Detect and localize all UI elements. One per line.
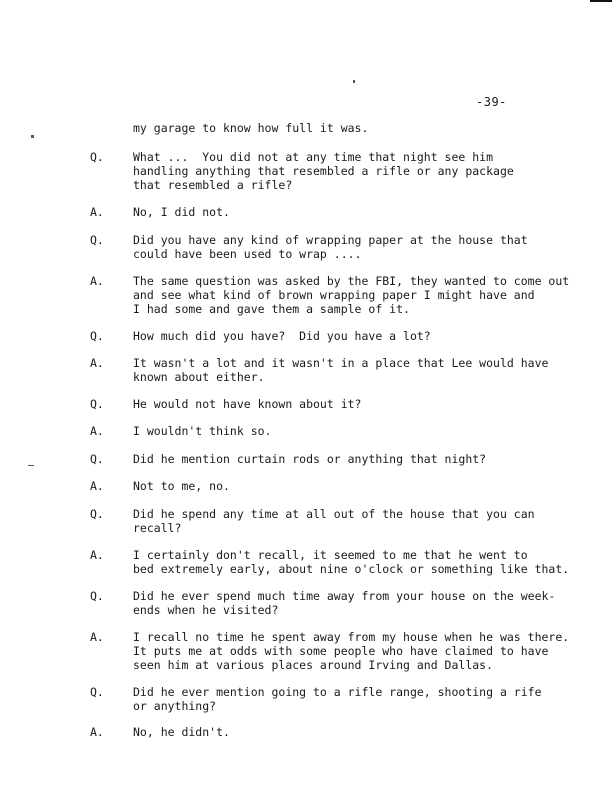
transcript-line: Not to me, no. (133, 479, 230, 493)
speaker-label: Q. (90, 685, 104, 699)
corner-mark (590, 0, 612, 2)
speaker-label: A. (90, 630, 104, 644)
transcript-line: The same question was asked by the FBI, they wanted to come out (133, 274, 570, 288)
transcript-line: It puts me at odds with some people who have claimed to have (133, 644, 549, 658)
transcript-line: recall? (133, 521, 182, 535)
transcript-line: I wouldn't think so. (133, 424, 272, 438)
transcript-line: Did he spend any time at all out of the house that you can (133, 507, 535, 521)
transcript-line: handling anything that resembled a rifle or any package (133, 164, 514, 178)
transcript-line: I recall no time he spent away from my house when he was there. (133, 630, 570, 644)
speaker-label: Q. (90, 507, 104, 521)
transcript-line: I certainly don't recall, it seemed to me that he went to (133, 548, 528, 562)
transcript-line: seen him at various places around Irving and Dallas. (133, 658, 494, 672)
transcript-line: and see what kind of brown wrapping paper I might have and (133, 288, 535, 302)
transcript-line: Did he ever mention going to a rifle range, shooting a rife (133, 685, 542, 699)
transcript-line: It wasn't a lot and it wasn't in a place that Lee would have (133, 356, 549, 370)
transcript-line: I had some and gave them a sample of it. (133, 302, 410, 316)
speaker-label: A. (90, 424, 104, 438)
transcript-line: Did he ever spend much time away from your house on the week- (133, 589, 556, 603)
speaker-label: A. (90, 479, 104, 493)
continuation-line: my garage to know how full it was. (133, 121, 369, 135)
speaker-label: Q. (90, 397, 104, 411)
speaker-label: Q. (90, 329, 104, 343)
speaker-label: Q. (90, 589, 104, 603)
speaker-label: Q. (90, 233, 104, 247)
transcript-line: Did you have any kind of wrapping paper at the house that (133, 233, 528, 247)
transcript-line: No, he didn't. (133, 725, 230, 739)
speaker-label: A. (90, 725, 104, 739)
transcript-line: No, I did not. (133, 205, 230, 219)
scan-speck (28, 465, 34, 466)
transcript-line: He would not have known about it? (133, 397, 362, 411)
speaker-label: Q. (90, 452, 104, 466)
transcript-line: What ... You did not at any time that night see him (133, 150, 494, 164)
transcript-line: known about either. (133, 370, 265, 384)
transcript-line: or anything? (133, 699, 217, 713)
transcript-line: ends when he visited? (133, 603, 279, 617)
scan-speck (31, 135, 34, 138)
transcript-line: Did he mention curtain rods or anything that night? (133, 452, 487, 466)
speaker-label: Q. (90, 150, 104, 164)
transcript-line: that resembled a rifle? (133, 178, 293, 192)
speaker-label: A. (90, 274, 104, 288)
speaker-label: A. (90, 356, 104, 370)
transcript-line: How much did you have? Did you have a lot? (133, 329, 431, 343)
transcript-line: bed extremely early, about nine o'clock or something like that. (133, 562, 570, 576)
transcript-line: could have been used to wrap .... (133, 247, 362, 261)
page-number: -39- (476, 95, 507, 109)
scan-speck (353, 80, 355, 83)
speaker-label: A. (90, 205, 104, 219)
speaker-label: A. (90, 548, 104, 562)
